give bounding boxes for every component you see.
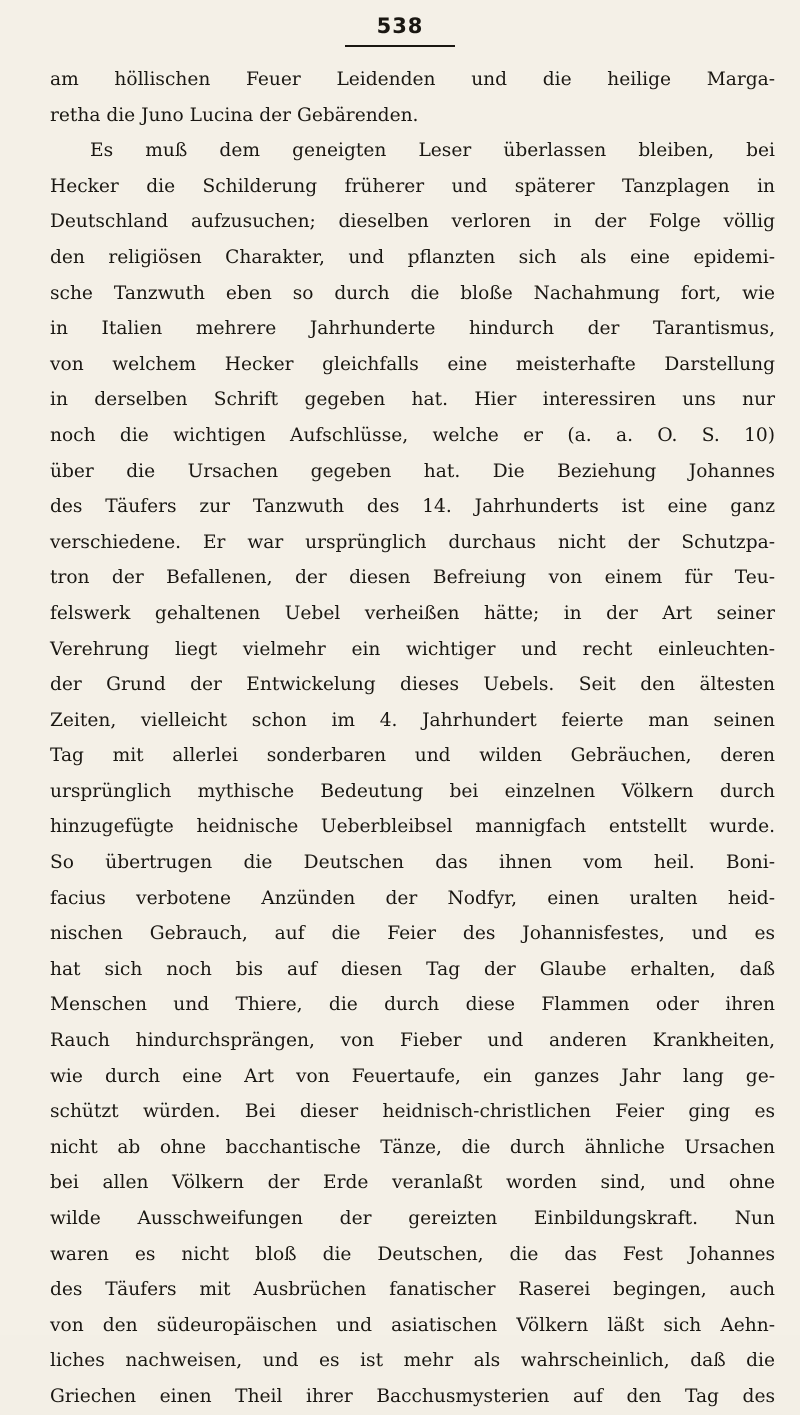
text-line: Zeiten, vielleicht schon im 4. Jahrhundert feierte man seinen <box>50 709 775 731</box>
text-line: wie durch eine Art von Feuertaufe, ein ganzes Jahr lang ge- <box>50 1065 775 1087</box>
text-line: Es muß dem geneigten Leser überlassen bleiben, bei <box>90 140 775 162</box>
text-line: schützt würden. Bei dieser heidnisch-christlichen Feier ging es <box>50 1101 775 1123</box>
text-line: der Grund der Entwickelung dieses Uebels. Seit den ältesten <box>50 674 775 696</box>
text-line: des Täufers zur Tanzwuth des 14. Jahrhunderts ist eine ganz <box>50 496 775 518</box>
text-line: ursprünglich mythische Bedeutung bei einzelnen Völkern durch <box>50 780 775 802</box>
text-line: des Täufers mit Ausbrüchen fanatischer Raserei begingen, auch <box>50 1279 775 1301</box>
text-line: wilde Ausschweifungen der gereizten Einbildungskraft. Nun <box>50 1208 775 1229</box>
text-line: liches nachweisen, und es ist mehr als wahrscheinlich, daß die <box>50 1350 775 1372</box>
text-line: Deutschland aufzusuchen; dieselben verloren in der Folge völlig <box>50 211 775 233</box>
page-number-rule <box>345 45 455 47</box>
text-line: So übertrugen die Deutschen das ihnen vom heil. Boni- <box>50 852 775 874</box>
text-line: nischen Gebrauch, auf die Feier des Johannisfestes, und es <box>50 923 775 945</box>
text-line: waren es nicht bloß die Deutschen, die das Fest Johannes <box>50 1243 775 1265</box>
text-line: felswerk gehaltenen Uebel verheißen hätte; in der Art seiner <box>50 602 775 624</box>
text-line: von den südeuropäischen und asiatischen Völkern läßt sich Aehn- <box>50 1314 775 1336</box>
text-line: in derselben Schrift gegeben hat. Hier interessiren uns nur <box>50 389 775 411</box>
text-line: Verehrung liegt vielmehr ein wichtiger und recht einleuchten- <box>50 638 775 660</box>
text-line: Hecker die Schilderung früherer und späterer Tanzplagen in <box>50 175 775 197</box>
page-number: 538 <box>376 14 424 38</box>
text-line: am höllischen Feuer Leidenden und die heilige Marga- <box>50 69 775 90</box>
text-line: hinzugefügte heidnische Ueberbleibsel mannigfach entstellt wurde. <box>50 816 775 838</box>
text-line: noch die wichtigen Aufschlüsse, welche er (a. a. O. S. 10) <box>50 424 775 446</box>
text-line: von welchem Hecker gleichfalls eine meisterhafte Darstellung <box>50 353 775 375</box>
text-line: über die Ursachen gegeben hat. Die Beziehung Johannes <box>50 460 775 482</box>
text-line: den religiösen Charakter, und pflanzten sich als eine epidemi- <box>50 246 775 268</box>
text-line: in Italien mehrere Jahrhunderte hindurch der Tarantismus, <box>50 318 775 340</box>
text-line: retha die Juno Lucina der Gebärenden. <box>50 104 419 126</box>
text-line: sche Tanzwuth eben so durch die bloße Nachahmung fort, wie <box>50 282 775 304</box>
text-line: facius verbotene Anzünden der Nodfyr, einen uralten heid- <box>50 887 775 909</box>
text-line: nicht ab ohne bacchantische Tänze, die durch ähnliche Ursachen <box>50 1136 775 1158</box>
text-line: verschiedene. Er war ursprünglich durchaus nicht der Schutzpa- <box>50 531 775 553</box>
text-line: Rauch hindurchsprängen, von Fieber und anderen Krankheiten, <box>50 1030 775 1052</box>
text-line: hat sich noch bis auf diesen Tag der Glaube erhalten, daß <box>50 958 775 980</box>
body-text <box>50 62 775 1415</box>
text-line: Tag mit allerlei sonderbaren und wilden Gebräuchen, deren <box>50 745 775 767</box>
text-line: Griechen einen Theil ihrer Bacchusmysterien auf den Tag des <box>50 1385 775 1407</box>
text-line: tron der Befallenen, der diesen Befreiung von einem für Teu- <box>50 567 775 589</box>
text-line: bei allen Völkern der Erde veranlaßt worden sind, und ohne <box>50 1172 775 1194</box>
text-line: Menschen und Thiere, die durch diese Flammen oder ihren <box>50 994 775 1016</box>
